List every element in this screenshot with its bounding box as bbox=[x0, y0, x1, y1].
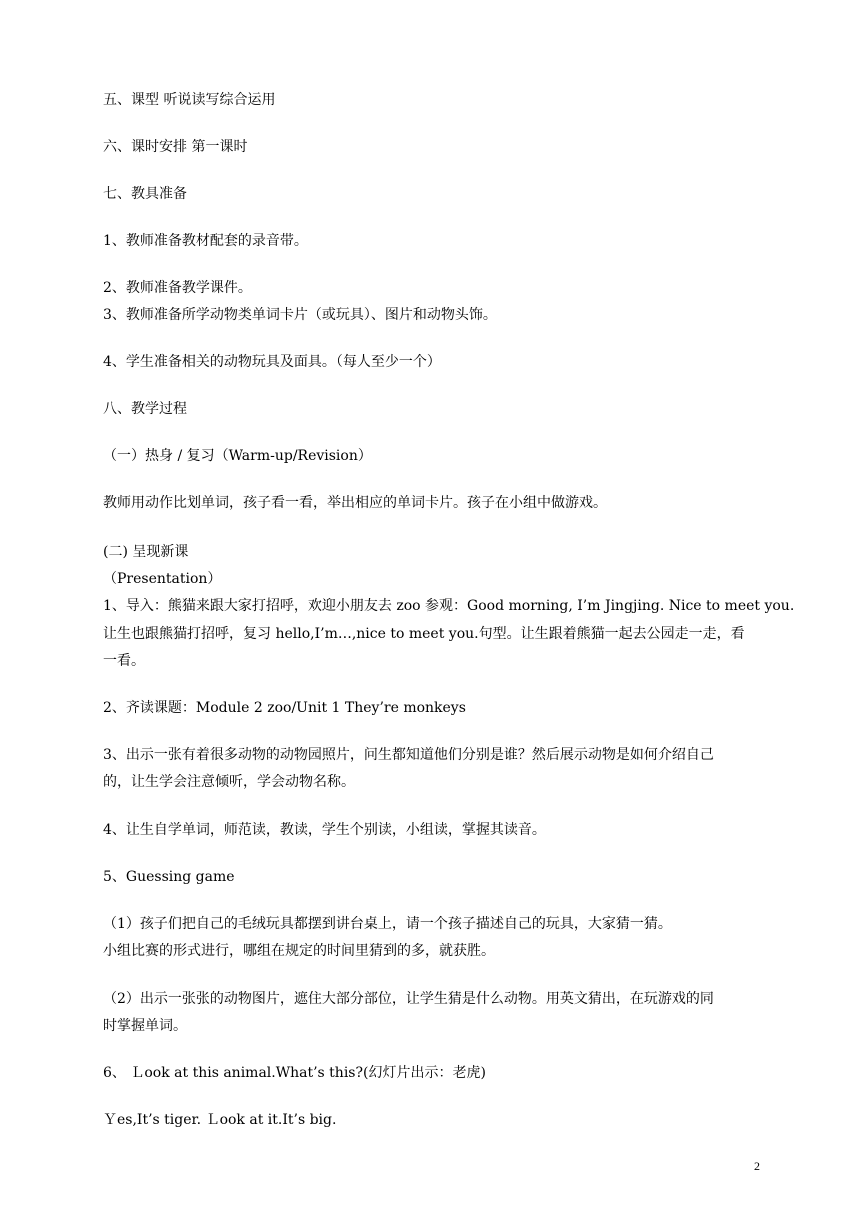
step-6-answer: Ｙes,It’s tiger. Ｌook at it.It’s big. bbox=[103, 1112, 337, 1128]
step-4: 4、让生自学单词，师范读，教读，学生个别读，小组读，掌握其读音。 bbox=[103, 822, 546, 838]
step-5-sub-2-line-1: （2）出示一张张的动物图片，遮住大部分部位，让学生猜是什么动物。用英文猜出，在玩游戏的同 bbox=[103, 991, 714, 1007]
step-5-sub-1-line-2: 小组比赛的形式进行，哪组在规定的时间里猜到的多，就获胜。 bbox=[103, 943, 495, 959]
warm-up-text: 教师用动作比划单词，孩子看一看，举出相应的单词卡片。孩子在小组中做游戏。 bbox=[103, 495, 607, 511]
section-teaching-aids: 七、教具准备 bbox=[103, 186, 187, 202]
step-6-question: 6、 Ｌook at this animal.What’s this?(幻灯片出示：老虎) bbox=[103, 1065, 486, 1081]
section-teaching-process: 八、教学过程 bbox=[103, 401, 187, 417]
section-lesson-type: 五、课型 听说读写综合运用 bbox=[103, 92, 276, 108]
step-5-sub-2-line-2: 时掌握单词。 bbox=[103, 1018, 187, 1034]
step-3-line-2: 的，让生学会注意倾听，学会动物名称。 bbox=[103, 774, 355, 790]
subsection-warm-up: （一）热身 / 复习（Warm-up/Revision） bbox=[103, 448, 372, 464]
section-lesson-schedule: 六、课时安排 第一课时 bbox=[103, 139, 248, 155]
subsection-presentation: (二) 呈现新课 bbox=[103, 544, 189, 560]
step-1-line-3: 一看。 bbox=[103, 653, 145, 669]
aid-item-3: 3、教师准备所学动物类单词卡片（或玩具）、图片和动物头饰。 bbox=[103, 307, 497, 323]
aid-item-4: 4、学生准备相关的动物玩具及面具。（每人至少一个） bbox=[103, 354, 441, 370]
step-2: 2、齐读课题：Module 2 zoo/Unit 1 They’re monkeys bbox=[103, 700, 466, 716]
presentation-label: （Presentation） bbox=[103, 571, 222, 587]
aid-item-2: 2、教师准备教学课件。 bbox=[103, 280, 252, 296]
step-1-line-2: 让生也跟熊猫打招呼，复习 hello,I’m…,nice to meet you.句型。让生跟着熊猫一起去公园走一走，看 bbox=[103, 626, 745, 642]
aid-item-1: 1、教师准备教材配套的录音带。 bbox=[103, 233, 308, 249]
step-3-line-1: 3、出示一张有着很多动物的动物园照片，问生都知道他们分别是谁？然后展示动物是如何介绍自己 bbox=[103, 747, 714, 763]
page-number: 2 bbox=[754, 1159, 760, 1173]
step-5-title: 5、Guessing game bbox=[103, 869, 235, 885]
step-1-line-1: 1、导入：熊猫来跟大家打招呼，欢迎小朋友去 zoo 参观：Good morning, I’m Jingjing. Nice to meet you. bbox=[103, 598, 795, 614]
step-5-sub-1-line-1: （1）孩子们把自己的毛绒玩具都摆到讲台桌上，请一个孩子描述自己的玩具，大家猜一猜。 bbox=[103, 916, 672, 932]
